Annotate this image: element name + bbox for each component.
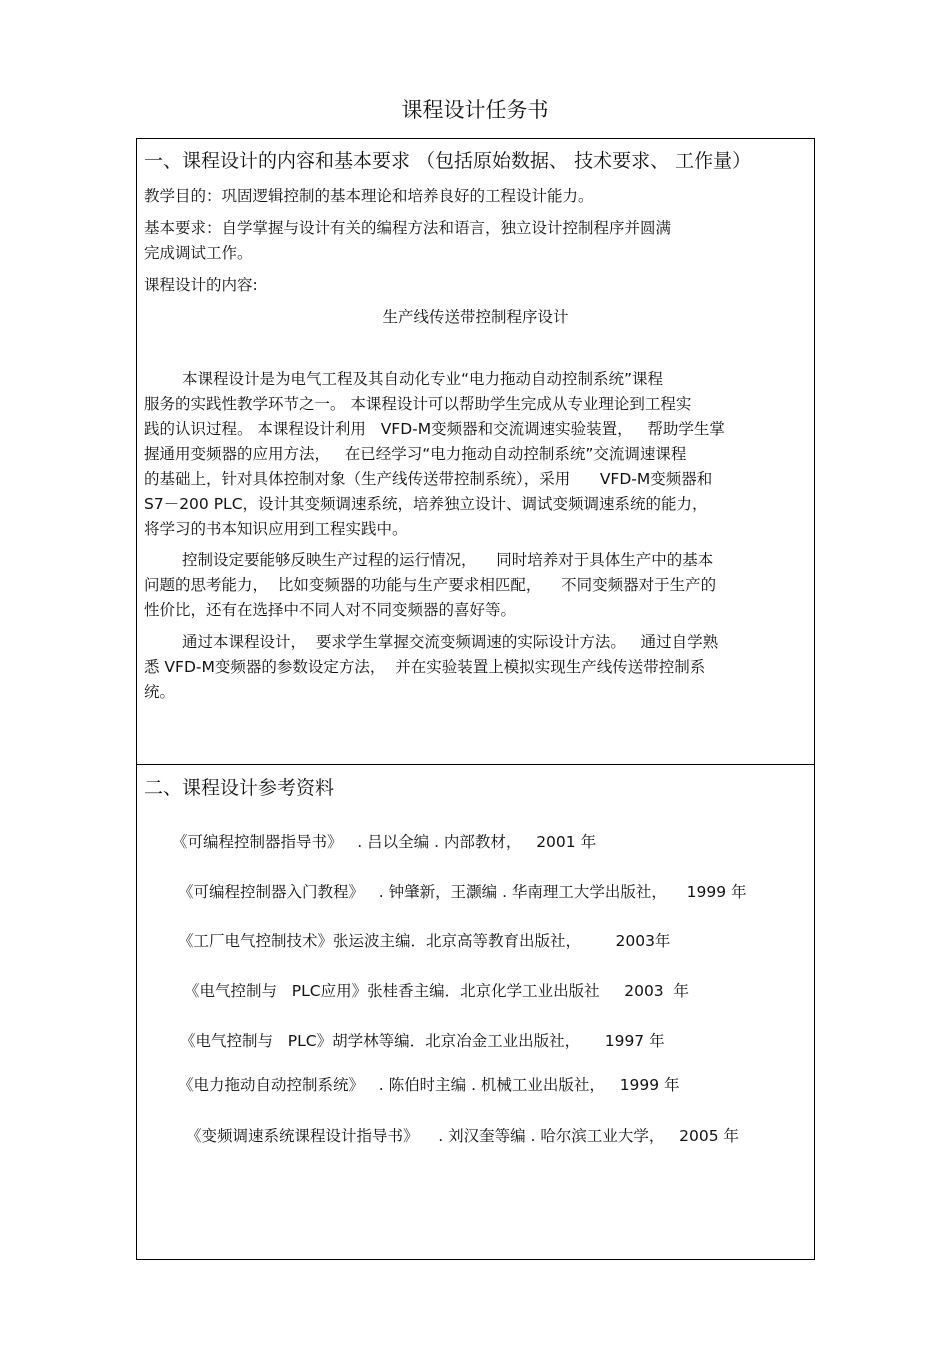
paragraph1-line: 践的认识过程。 本课程设计利用 VFD-M变频器和交流调速实验装置， 帮助学生掌	[144, 420, 725, 438]
reference-item: 《可编程控制器指导书》 . 吕以全编 . 内部教材， 2001 年	[172, 833, 597, 851]
paragraph2-line: 问题的思考能力， 比如变频器的功能与生产要求相匹配， 不同变频器对于生产的	[144, 576, 717, 594]
section1-heading: 一、课程设计的内容和基本要求 （包括原始数据、 技术要求、 工作量）	[144, 150, 752, 172]
project-title: 生产线传送带控制程序设计	[382, 308, 569, 326]
paragraph1-line: 握通用变频器的应用方法， 在已经学习“电力拖动自动控制系统”交流调速课程	[144, 445, 687, 463]
paragraph1-line: S7－200 PLC，设计其变频调速系统，培养独立设计、调试变频调速系统的能力，	[144, 495, 708, 513]
paragraph3-line: 统。	[144, 683, 176, 701]
reference-item: 《可编程控制器入门教程》 . 钟肇新，王灏编 . 华南理工大学出版社， 1999 年	[178, 883, 747, 901]
reference-item: 《电气控制与 PLC应用》张桂香主编．北京化学工业出版社 2003 年	[184, 982, 690, 1000]
reference-item: 《变频调速系统课程设计指导书》 . 刘汉奎等编 . 哈尔滨工业大学， 2005 年	[186, 1127, 739, 1145]
section-divider	[136, 764, 815, 765]
paragraph2-line: 性价比，还有在选择中不同人对不同变频器的喜好等。	[144, 601, 517, 619]
section2-heading: 二、课程设计参考资料	[144, 777, 335, 799]
paragraph2-line: 控制设定要能够反映生产过程的运行情况， 同时培养对于具体生产中的基本	[182, 551, 714, 569]
paragraph3-line: 通过本课程设计， 要求学生掌握交流变频调速的实际设计方法。 通过自学熟	[182, 633, 719, 651]
reference-item: 《电气控制与 PLC》胡学林等编．北京冶金工业出版社， 1997 年	[180, 1032, 665, 1050]
paragraph1-line: 的基础上，针对具体控制对象（生产线传送带控制系统），采用 VFD-M变频器和	[144, 470, 713, 488]
paragraph1-line: 将学习的书本知识应用到工程实践中。	[144, 520, 408, 538]
content-label: 课程设计的内容:	[144, 276, 258, 294]
basic-requirement-line: 基本要求：自学掌握与设计有关的编程方法和语言，独立设计控制程序并圆满	[144, 219, 672, 237]
paragraph3-line: 悉 VFD-M变频器的参数设定方法， 并在实验装置上模拟实现生产线传送带控制系	[144, 658, 706, 676]
paragraph1-line: 服务的实践性教学环节之一。 本课程设计可以帮助学生完成从专业理论到工程实	[144, 395, 692, 413]
document-title: 课程设计任务书	[401, 98, 549, 122]
reference-item: 《工厂电气控制技术》张运波主编．北京高等教育出版社， 2003年	[178, 932, 671, 950]
teaching-objective: 教学目的：巩固逻辑控制的基本理论和培养良好的工程设计能力。	[144, 187, 594, 205]
basic-requirement-line: 完成调试工作。	[144, 244, 253, 262]
reference-item: 《电力拖动自动控制系统》 . 陈伯时主编 . 机械工业出版社， 1999 年	[178, 1076, 680, 1094]
paragraph1-line: 本课程设计是为电气工程及其自动化专业“电力拖动自动控制系统”课程	[182, 370, 664, 388]
